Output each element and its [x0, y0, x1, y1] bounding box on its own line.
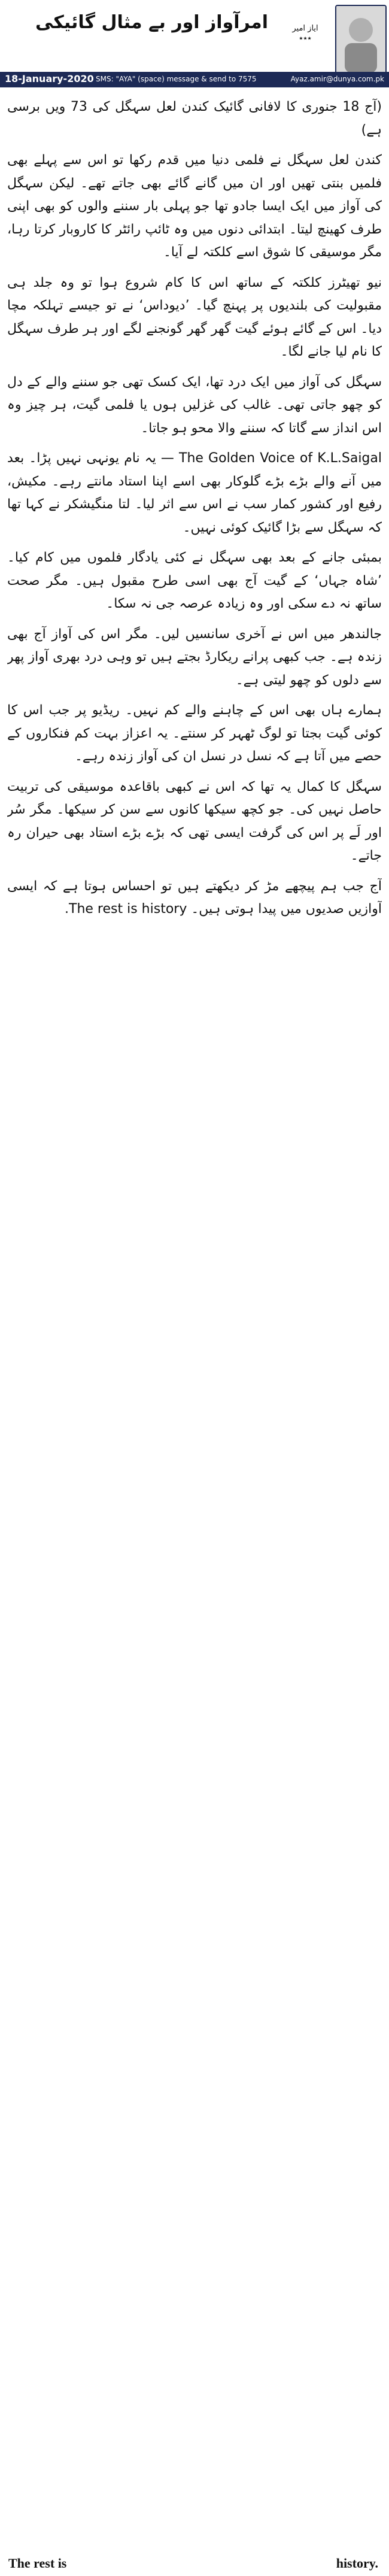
article-paragraph: The Golden Voice of K.L.Saigal — یہ نام یونہی نہیں پڑا۔ بعد میں آنے والے بڑے بڑے گلوکار بھی اسے اپنا استاد مانتے رہے۔ مکیش، رفیع اور کشور کمار سب نے اس سے اثر لیا۔ لتا منگیشکر نے کہا تھا کہ سہگل سے بڑا گائیک کوئی نہیں۔	[7, 451, 382, 535]
closing-english-left: The rest is	[8, 2556, 67, 2571]
sms-info: SMS: "AYA" (space) message & send to 7575	[96, 75, 257, 83]
article-paragraph: سہگل کی آواز میں ایک درد تھا، ایک کسک تھی جو سننے والے کے دل کو چھو جاتی تھی۔ غالب کی غزلیں ہوں یا فلمی گیت، ہر چیز وہ اس انداز سے گاتا کہ سننے والا محو ہو جاتا۔	[7, 374, 382, 436]
article-paragraph: (آج 18 جنوری کا لافانی گائیک کندن لعل سہگل کی 73 ویں برسی ہے)	[7, 99, 382, 138]
article-paragraph: کندن لعل سہگل نے فلمی دنیا میں قدم رکھا تو اس سے پہلے بھی فلمیں بنتی تھیں اور ان میں گانے گائے بھی جاتے تھے۔ لیکن سہگل کی آواز میں ایک ایسا جادو تھا جو پہلی بار سننے والوں کو بھی اپنی طرف کھینچ لیتا۔ ابتدائی دنوں میں وہ ٹائپ رائٹر کا کاروبار کرتا رہا، مگر موسیقی کا شوق اسے کلکتہ لے آیا۔	[7, 153, 382, 260]
byline	[281, 24, 329, 44]
article-paragraph: آج جب ہم پیچھے مڑ کر دیکھتے ہیں تو احساس ہوتا ہے کہ ایسی آوازیں صدیوں میں پیدا ہوتی ہیں۔ The rest is history.	[7, 878, 382, 917]
column-title-block	[11, 11, 268, 71]
article-paragraph: سہگل کا کمال یہ تھا کہ اس نے کبھی باقاعدہ موسیقی کی تربیت حاصل نہیں کی۔ جو کچھ سیکھا کانوں سے سن کر سیکھا۔ مگر سُر اور لَے پر اس کی گرفت ایسی تھی کہ بڑے بڑے استاد بھی حیران رہ جاتے۔	[7, 779, 382, 863]
article-paragraph: بمبئی جانے کے بعد بھی سہگل نے کئی یادگار فلموں میں کام کیا۔ ’شاہ جہاں‘ کے گیت آج بھی اسی طرح مقبول ہیں۔ مگر صحت ساتھ نہ دے سکی اور وہ زیادہ عرصہ جی نہ سکا۔	[7, 550, 382, 611]
byline-ornament: ٭٭٭	[299, 34, 312, 43]
author-email: Ayaz.amir@dunya.com.pk	[290, 75, 384, 83]
publish-date: 18-January-2020	[5, 73, 94, 84]
article-body	[7, 96, 382, 2552]
person-avatar-icon	[336, 6, 385, 73]
column-title: امرآواز اور بے مثال گائیکی	[35, 12, 268, 33]
article-paragraph: جالندھر میں اس نے آخری سانسیں لیں۔ مگر اس کی آواز آج بھی زندہ ہے۔ جب کبھی پرانے ریکارڈ بجتے ہیں تو وہی درد بھری آواز پھر سے دلوں کو چھو لیتی ہے۔	[7, 626, 382, 688]
author-name: ایاز امیر	[292, 24, 318, 33]
closing-english-right: history.	[336, 2556, 378, 2571]
info-bar	[0, 72, 389, 87]
author-photo	[335, 5, 387, 74]
article-text	[7, 96, 382, 921]
page-header	[0, 0, 389, 90]
article-paragraph: نیو تھیٹرز کلکتہ کے ساتھ اس کا کام شروع ہوا تو وہ جلد ہی مقبولیت کی بلندیوں پر پہنچ گیا۔ ’دیوداس‘ نے تو جیسے تہلکہ مچا دیا۔ اس کے گائے ہوئے گیت گھر گھر گونجنے لگے اور ہر طرف سہگل کا نام لیا جانے لگا۔	[7, 275, 382, 359]
article-paragraph: ہمارے ہاں بھی اس کے چاہنے والے کم نہیں۔ ریڈیو پر جب اس کا کوئی گیت بجتا تو لوگ ٹھہر کر سنتے۔ یہ اعزاز بہت کم فنکاروں کے حصے میں آتا ہے کہ نسل در نسل ان کی آواز زندہ رہے۔	[7, 703, 382, 764]
